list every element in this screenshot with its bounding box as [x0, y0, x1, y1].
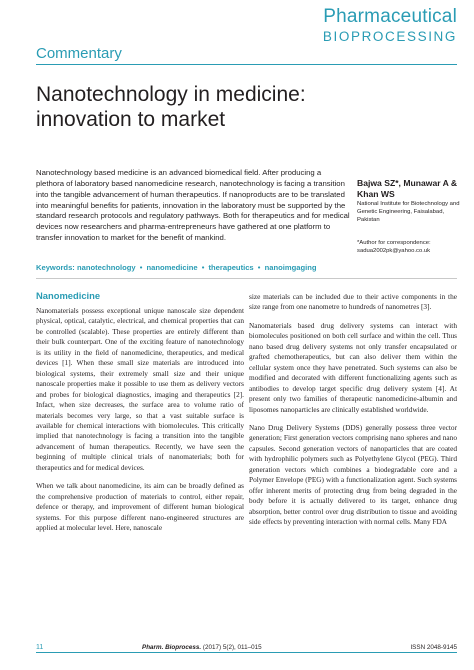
abstract: Nanotechnology based medicine is an advanced biomedical field. After producing a plethora of laboratory based nanomedicine research, nanotechnology is facing a transition into the tangible advancement of human therapeutics. If nanoproducts are to be translated into meaningful benefits for patients, innovation in the laboratory must be supported by the standard research protocols and regulatory pathways. Both for therapeutics and for medical devices now researchers and pharma-entrepreneurs have gathered at one platform to transfer innovation to market for the benefit of mankind. [36, 168, 350, 243]
title-line-2: innovation to market [36, 108, 226, 131]
correspondence-label: *Author for correspondence: [357, 240, 431, 246]
keywords-line [36, 263, 456, 273]
correspondence-email[interactable]: sadua2002pk@yahoo.co.uk [357, 247, 431, 254]
body-paragraph: Nanomaterials based drug delivery systems can interact with biomolecules positioned on both cell surface and within the cell. Thus nano based drug delivery systems not only transfer encapsulated or grafted chemotherapeutics, but can also deliver them within the cellular system once they have penetrated. Such systems can also be modified and decorated with different functionalizing agents such as antibodies to develop target specific drug delivery system [4]. At present only two families of therapeutic nanomedicine-albumin and liposomes nanoparticles are clinically established worldwide. [249, 320, 457, 414]
body-paragraph: Nanomaterials possess exceptional unique nanoscale size dependent physical, optical, catalytic, electrical, and chemical properties that can be controlled (scalable). These properties are entirely different than their bulk counterpart. One of the exciting feature of nanotechnology is its utility in the field of nanomedicine, therapeutics, and medical devices [1]. When these small size materials are introduced into biological systems, their extremely small size and their unique nanoscale properties make it possible to use them as delivery vectors and probes for biological diagnostics, imaging and therapeutics [2]. Infact, when size decreases, the surface area to volume ratio of materials becomes very large, so that a vast suitable surface is available for chemical interactions with biomolecules. This critically implied that nanotechnology is facing a transition into the tangible advancement of human therapeutics. Recently, we have seen the beginning of multiple clinical trials of nanomaterials; both for therapeutics and for medical devices. [36, 306, 244, 472]
body-column-right [249, 292, 457, 536]
keywords-divider [36, 278, 457, 279]
journal-brand-bottom: BIOPROCESSING [322, 29, 457, 44]
keyword-item: nanotechnology [76, 263, 136, 272]
journal-brand-top: Pharmaceutical [323, 6, 457, 27]
keyword-separator: • [139, 263, 143, 272]
body-paragraph: Nano Drug Delivery Systems (DDS) generally possess three vector generation; First generation vectors comprising nano spheres and nano capsules. Second generation vectors of nanoparticles that are coated with hydrophilic polymers such as Polyethylene Glycol (PEG). Third generation vectors which combines a biodegradable core and a Polymer Envelope (PEG) with a functionalization agent. Such systems offer inherent merits of protecting drug from being degraded in the body before it is actually delivered to its target, enhance drug absorption, better control over drug distribution to tissue and avoiding side effects by preventing interaction with normal cells. Many FDA [249, 422, 457, 527]
footer-divider [36, 652, 457, 653]
author-affiliation: National Institute for Biotechnology and Genetic Engineering, Faisalabad, Pakistan [357, 201, 460, 223]
body-column-left [36, 290, 244, 542]
body-paragraph: When we talk about nanomedicine, its aim can be broadly defined as the comprehensive production of materials to control, either repair, defence or therapy, and improvement of different human biological systems. For this purpose different nano-engineered structures are applied at molecular level. Here, nanoscale [36, 481, 244, 533]
section-label: Commentary [36, 45, 122, 62]
citation-details: (2017) 5(2), 011–015 [201, 644, 262, 651]
section-heading: Nanomedicine [36, 290, 101, 301]
keyword-item: therapeutics [208, 263, 254, 272]
body-paragraph: size materials can be included due to their active components in the size range from one nanometre to hundreds of nanometres [3]. [249, 292, 457, 312]
keywords-label: Keywords: [36, 263, 75, 272]
keyword-separator: • [257, 263, 261, 272]
correspondence [357, 240, 461, 256]
keyword-separator: • [201, 263, 205, 272]
header-divider [36, 64, 457, 65]
article-title [36, 82, 336, 132]
keyword-item: nanoimgaging [264, 263, 317, 272]
issn: ISSN 2048-9145 [410, 644, 457, 651]
page-number: 11 [36, 644, 44, 651]
citation [142, 644, 262, 651]
citation-journal: Pharm. Bioprocess. [142, 644, 202, 651]
title-line-1: Nanotechnology in medicine: [36, 83, 306, 106]
keyword-item: nanomedicine [146, 263, 198, 272]
author-list: Bajwa SZ*, Munawar A & Khan WS [357, 178, 458, 199]
